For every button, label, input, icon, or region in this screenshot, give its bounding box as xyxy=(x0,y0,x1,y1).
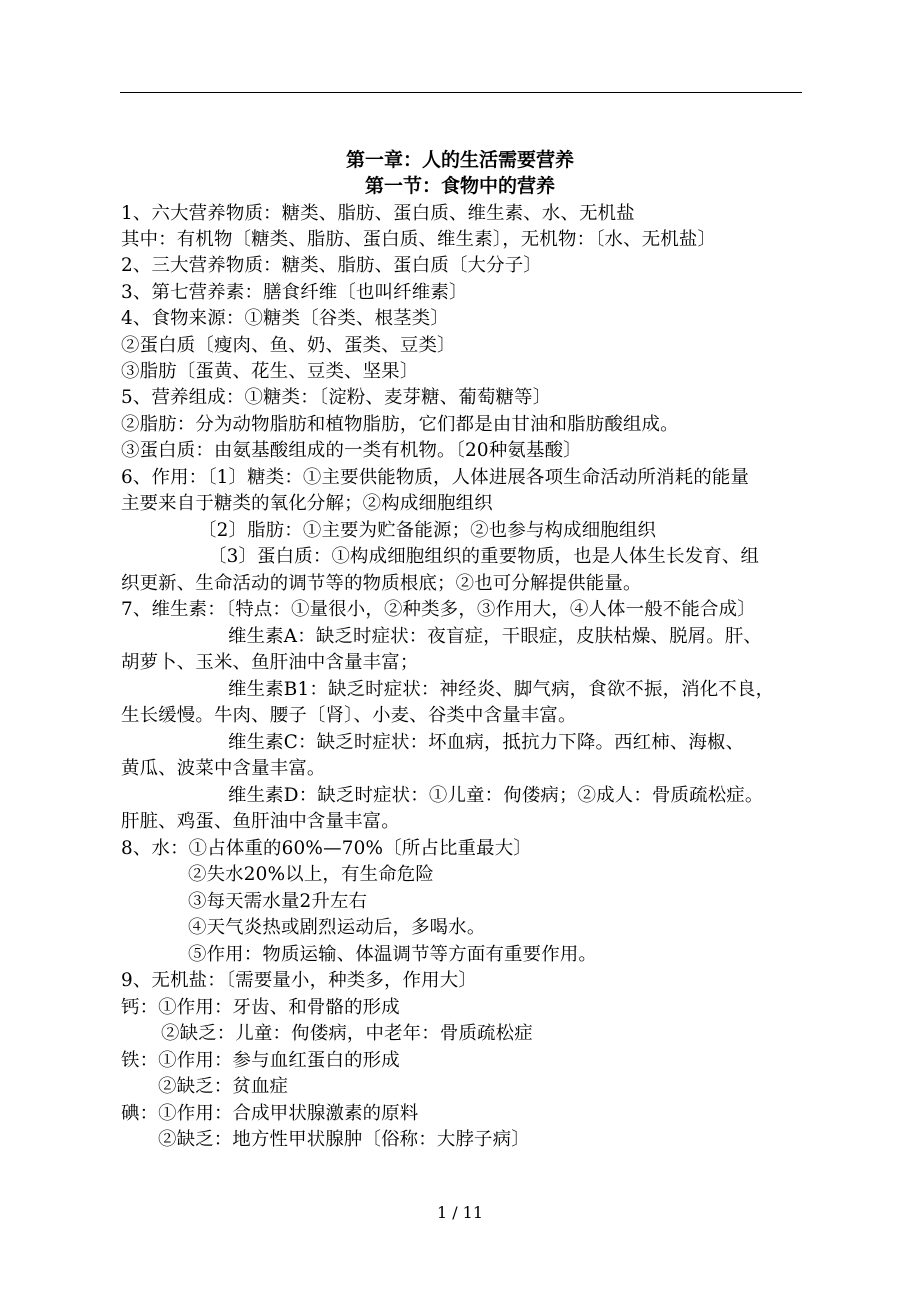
chapter-title: 第一章：人的生活需要营养 xyxy=(345,149,574,171)
text-line: ④天气炎热或剧烈运动后，多喝水。 xyxy=(188,917,486,938)
text-line: 〔2〕脂肪：①主要为贮备能源；②也参与构成细胞组织 xyxy=(198,520,657,541)
text-line: ②失水20%以上，有生命危险 xyxy=(188,864,434,885)
text-line: 维生素B1：缺乏时症状：神经炎、脚气病，食欲不振，消化不良， xyxy=(228,679,775,700)
text-line: 5、营养组成：①糖类：〔淀粉、麦芽糖、葡萄糖等〕 xyxy=(121,387,552,408)
text-line: 主要来自于糖类的氧化分解；②构成细胞组织 xyxy=(121,493,493,514)
text-line: 8、水：①占体重的60%—70%〔所占比重最大〕 xyxy=(121,838,532,859)
text-line: 钙：①作用：牙齿、和骨骼的形成 xyxy=(121,997,400,1018)
text-line: 胡萝卜、玉米、鱼肝油中含量丰富； xyxy=(121,652,419,673)
text-line: ⑤作用：物质运输、体温调节等方面有重要作用。 xyxy=(188,944,597,965)
text-line: ②脂肪：分为动物脂肪和植物脂肪，它们都是由甘油和脂肪酸组成。 xyxy=(121,414,679,435)
text-line: ②缺乏：儿童：佝偻病，中老年：骨质疏松症 xyxy=(161,1023,533,1044)
text-line: 2、三大营养物质：糖类、脂肪、蛋白质〔大分子〕 xyxy=(121,255,542,276)
text-line: 7、维生素：〔特点：①量很小，②种类多，③作用大，④人体一般不能合成〕 xyxy=(121,599,756,620)
text-line: 生长缓慢。牛肉、腰子〔肾〕、小麦、谷类中含量丰富。 xyxy=(121,705,577,726)
text-line: ②蛋白质〔瘦肉、鱼、奶、蛋类、豆类〕 xyxy=(121,335,456,356)
text-line: ③脂肪〔蛋黄、花生、豆类、坚果〕 xyxy=(121,361,419,382)
text-line: 6、作用：〔1〕糖类：①主要供能物质，人体进展各项生命活动所消耗的能量 xyxy=(121,467,750,488)
text-line: 1、六大营养物质：糖类、脂肪、蛋白质、维生素、水、无机盐 xyxy=(121,203,635,224)
text-line: 9、无机盐：〔需要量小，种类多，作用大〕 xyxy=(121,970,477,991)
text-line: 3、第七营养素：膳食纤维〔也叫纤维素〕 xyxy=(121,282,468,303)
text-line: ③每天需水量2升左右 xyxy=(188,891,368,912)
text-line: 维生素C：缺乏时症状：坏血病，抵抗力下降。西红柿、海椒、 xyxy=(228,732,745,753)
text-line: ③蛋白质：由氨基酸组成的一类有机物。〔20种氨基酸〕 xyxy=(121,440,582,461)
text-line: 4、食物来源：①糖类〔谷类、根茎类〕 xyxy=(121,308,449,329)
text-line: ②缺乏：地方性甲状腺肿〔俗称：大脖子病〕 xyxy=(158,1129,530,1150)
text-line: 铁：①作用：参与血红蛋白的形成 xyxy=(121,1050,400,1071)
text-line: 织更新、生命活动的调节等的物质根底；②也可分解提供能量。 xyxy=(121,573,642,594)
text-line: 其中：有机物〔糖类、脂肪、蛋白质、维生素〕，无机物：〔水、无机盐〕 xyxy=(121,229,717,250)
text-line: 〔3〕蛋白质：①构成细胞组织的重要物质，也是人体生长发育、组 xyxy=(208,546,760,567)
text-line: ②缺乏：贫血症 xyxy=(158,1076,289,1097)
text-line: 碘：①作用：合成甲状腺激素的原料 xyxy=(121,1103,419,1124)
text-line: 维生素D：缺乏时症状：①儿童：佝偻病；②成人：骨质疏松症。 xyxy=(228,785,764,806)
section-title: 第一节：食物中的营养 xyxy=(364,175,555,197)
text-line: 黄瓜、波菜中含量丰富。 xyxy=(121,758,326,779)
page-number: 1 / 11 xyxy=(436,1203,484,1222)
text-line: 肝脏、鸡蛋、鱼肝油中含量丰富。 xyxy=(121,811,400,832)
text-line: 维生素A：缺乏时症状：夜盲症，干眼症，皮肤枯燥、脱屑。肝、 xyxy=(228,626,763,647)
